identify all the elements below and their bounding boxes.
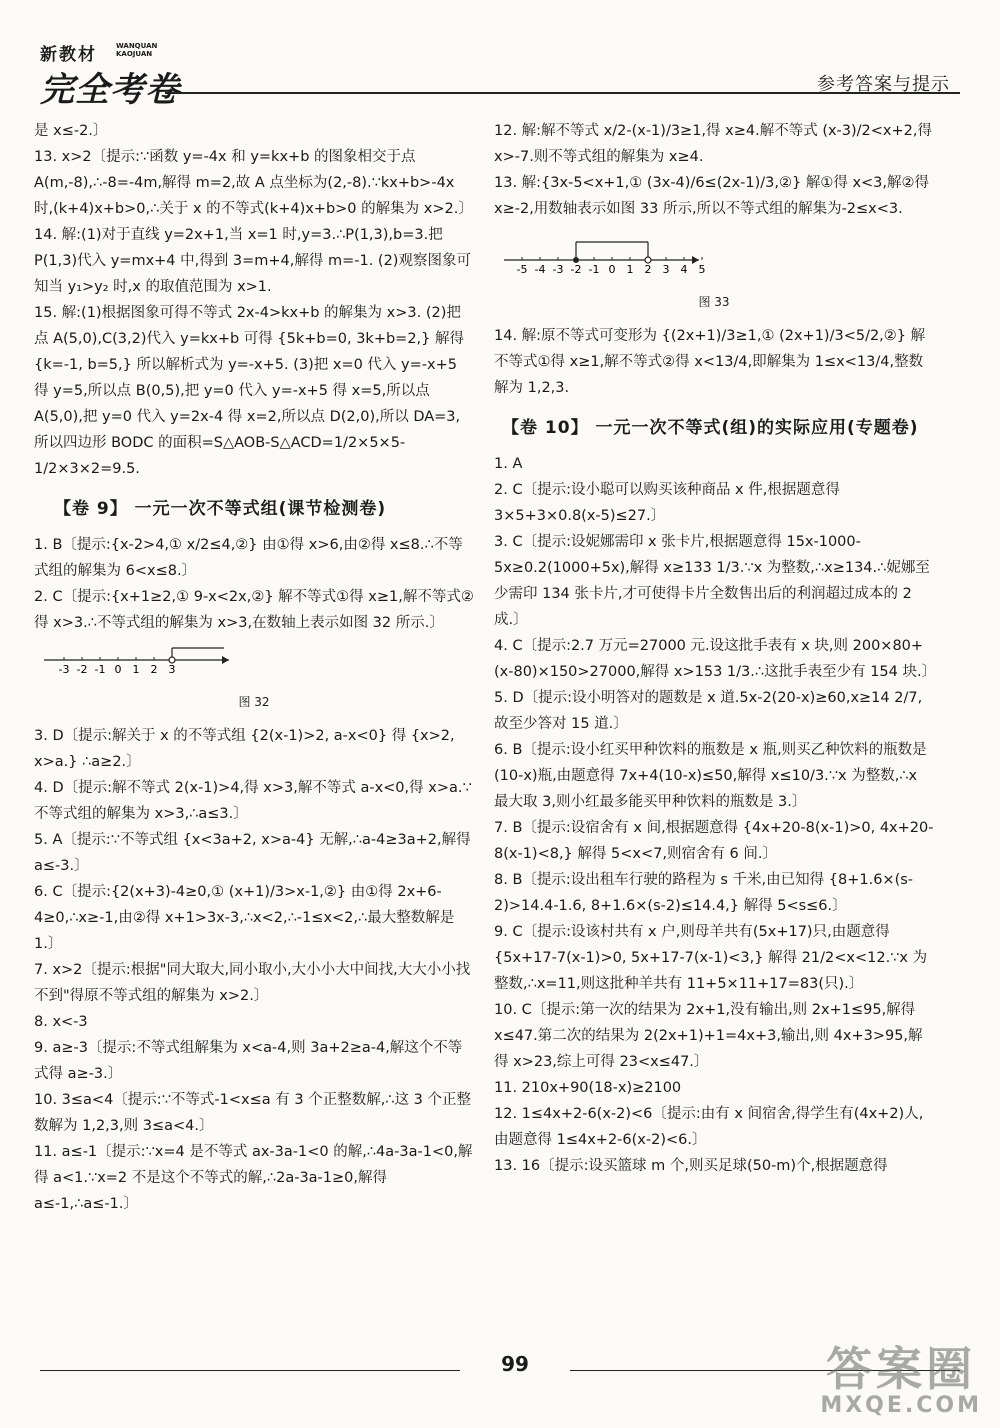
tick-label: -3 <box>58 663 70 676</box>
answer-item: 6. C〔提示:{2(x+3)-4≥0,① (x+1)/3>x-1,②} 由①得 2x+6-4≥0,∴x≥-1,由②得 x+1>3x-3,∴x<2,∴-1≤x<2,∴最大整数解是 1.〕 <box>34 884 455 952</box>
brand-english <box>116 42 157 58</box>
answer-item: 12. 解:解不等式 x/2-(x-1)/3≥1,得 x≥4.解不等式 (x-3)/2<x+2,得 x>-7.则不等式组的解集为 x≥4. <box>494 123 932 165</box>
answer-item: 8. B〔提示:设出租车行驶的路程为 s 千米,由已知得 {8+1.6×(s-2)>14.4-1.6, 8+1.6×(s-2)≤14.4,} 解得 5<s≤6.〕 <box>494 872 914 914</box>
tick-label: 1 <box>626 263 634 276</box>
tick-label: -4 <box>534 263 546 276</box>
answer-item: 5. A〔提示:∵不等式组 {x<3a+2, x>a-4} 无解,∴a-4≥3a+2,解得 a≤-3.〕 <box>34 832 471 874</box>
figure-caption: 图 32 <box>238 695 270 709</box>
page-header <box>40 40 960 110</box>
brand-logo-text: 完全考卷 <box>40 70 180 110</box>
answer-item: 2. C〔提示:{x+1≥2,① 9-x<2x,②} 解不等式①得 x≥1,解不等式②得 x>3.∴不等式组的解集为 x>3,在数轴上表示如图 32 所示.〕 <box>34 589 474 631</box>
section-heading-paper-10: 【卷 10】 一元一次不等式(组)的实际应用(专题卷) <box>502 418 919 438</box>
brand-english-line-1: WANQUAN <box>116 42 158 50</box>
tick-label: -1 <box>94 663 106 676</box>
tick-label: -5 <box>516 263 528 276</box>
answer-item: 6. B〔提示:设小红买甲种饮料的瓶数是 x 瓶,则买乙种饮料的瓶数是(10-x)瓶,由题意得 7x+4(10-x)≤50,解得 x≤10/3.∵x 为整数,∴x 最大取 3,则小红最多能买甲种饮料的瓶数是 3.〕 <box>494 742 927 810</box>
answer-item: 12. 1≤4x+2-6(x-2)<6〔提示:由有 x 间宿舍,得学生有(4x+2)人,由题意得 1≤4x+2-6(x-2)<6.〕 <box>494 1106 924 1148</box>
figure-32 <box>34 644 474 715</box>
answer-item: 8. x<-3 <box>34 1014 88 1030</box>
answer-item: 9. C〔提示:设该村共有 x 户,则母羊共有(5x+17)只,由题意得 {5x+17-7(x-1)>0, 5x+17-7(x-1)<3,} 解得 21/2<x<12.∵x 为整数,∴x=11,则这批种羊共有 11+5×11+17=83(只).〕 <box>494 924 928 992</box>
tick-label: 0 <box>608 263 616 276</box>
answer-item: 13. 解:{3x-5<x+1,① (3x-4)/6≤(2x-1)/3,②} 解①得 x<3,解②得 x≥-2,用数轴表示如图 33 所示,所以不等式组的解集为-2≤x<3. <box>494 175 930 217</box>
answer-item: 10. C〔提示:第一次的结果为 2x+1,没有输出,则 2x+1≤95,解得 x≤47.第二次的结果为 2(2x+1)+1=4x+3,输出,则 4x+3>95,解得 x>23,综上可得 23<x≤47.〕 <box>494 1002 923 1070</box>
section-title: 参考答案与提示 <box>817 74 950 95</box>
watermark-text-en: MXQE.COM <box>820 1393 982 1418</box>
answer-item: 4. C〔提示:2.7 万元=27000 元.设这批手表有 x 块,则 200×80+(x-80)×150>27000,解得 x>153 1/3.∴这批手表至少有 154 块.〕 <box>494 638 937 680</box>
answer-item: 14. 解:(1)对于直线 y=2x+1,当 x=1 时,y=3.∴P(1,3),b=3.把 P(1,3)代入 y=mx+4 中,得到 3=m+4,解得 m=-1. (2)观察图象可知当 y₁>y₂ 时,x 的取值范围为 x>1. <box>34 227 471 295</box>
answer-item: 7. B〔提示:设宿舍有 x 间,根据题意得 {4x+20-8(x-1)>0, 4x+20-8(x-1)<8,} 解得 5<x<7,则宿舍有 6 间.〕 <box>494 820 934 862</box>
tick-label: -1 <box>588 263 600 276</box>
tick-label: 1 <box>132 663 140 676</box>
answer-item: 2. C〔提示:设小聪可以购买该种商品 x 件,根据题意得 3×5+3×0.8(x-5)≤27.〕 <box>494 482 840 524</box>
watermark-text-cn: 答案圈 <box>826 1342 977 1396</box>
figure-33 <box>494 230 934 315</box>
brand-subtitle: 新教材 <box>40 45 97 65</box>
footer-divider-left <box>40 1370 460 1371</box>
tick-label: 0 <box>114 663 122 676</box>
answer-item: 15. 解:(1)根据图象可得不等式 2x-4>kx+b 的解集为 x>3. (2)把点 A(5,0),C(3,2)代入 y=kx+b 可得 {5k+b=0, 3k+b=2,} 解得 {k=-1, b=5,} 所以解析式为 y=-x+5. (3)把 x=0 代入 y=-x+5 得 y=5,所以点 B(0,5),把 y=0 代入 y=-x+5 得 x=5,所以点 A(5,0),把 y=0 代入 y=2x-4 得 x=2,所以点 D(2,0),所以 DA=3,所以四边形 BODC 的面积=S△AOB-S△ACD=1/2×5×5-1/2×3×2=9.5. <box>34 305 464 477</box>
answer-item: 11. a≤-1〔提示:∵x=4 是不等式 ax-3a-1<0 的解,∴4a-3a-1<0,解得 a<1.∵x=2 不是这个不等式的解,∴2a-3a-1≥0,解得 a≤-1,∴a≤-1.〕 <box>34 1144 473 1212</box>
right-column <box>494 118 937 1179</box>
tick-label: 2 <box>644 263 652 276</box>
answer-item: 3. C〔提示:设妮娜需印 x 张卡片,根据题意得 15x-1000-5x≥0.2(1000+5x),解得 x≥133 1/3.∵x 为整数,∴x≥134.∴妮娜至少需印 134 张卡片,才可使得卡片全数售出后的利润超过成本的 2 成.〕 <box>494 534 930 628</box>
tick-label: -2 <box>570 263 582 276</box>
answer-item: 3. D〔提示:解关于 x 的不等式组 {2(x-1)>2, a-x<0} 得 {x>2, x>a.} ∴a≥2.〕 <box>34 728 455 770</box>
answer-item: 1. B〔提示:{x-2>4,① x/2≤4,②} 由①得 x>6,由②得 x≤8.∴不等式组的解集为 6<x≤8.〕 <box>34 537 463 579</box>
answer-item: 14. 解:原不等式可变形为 {(2x+1)/3≥1,① (2x+1)/3<5/2,②} 解不等式①得 x≥1,解不等式②得 x<13/4,即解集为 1≤x<13/4,整数解为 1,2,3. <box>494 328 926 396</box>
tick-label: -2 <box>76 663 88 676</box>
answer-item: 5. D〔提示:设小明答对的题数是 x 道.5x-2(20-x)≥60,x≥14 2/7,故至少答对 15 道.〕 <box>494 690 923 732</box>
tick-label: 3 <box>168 663 176 676</box>
answer-item: 10. 3≤a<4〔提示:∵不等式-1<x≤a 有 3 个正整数解,∴这 3 个正整数解为 1,2,3,则 3≤a<4.〕 <box>34 1092 471 1134</box>
tick-label: 3 <box>662 263 670 276</box>
left-column <box>34 118 474 1217</box>
answer-item: 11. 210x+90(18-x)≥2100 <box>494 1080 682 1096</box>
figure-caption: 图 33 <box>698 295 730 309</box>
answer-item: 是 x≤-2.〕 <box>34 123 108 139</box>
answer-item: 4. D〔提示:解不等式 2(x-1)>4,得 x>3,解不等式 a-x<0,得 x>a.∵不等式组的解集为 x>3,∴a≤3.〕 <box>34 780 472 822</box>
answer-item: 7. x>2〔提示:根据"同大取大,同小取小,大小小大中间找,大大小小找不到"得原不等式组的解集为 x>2.〕 <box>34 962 471 1004</box>
watermark-logo <box>820 1333 982 1418</box>
answer-item: 13. x>2〔提示:∵函数 y=-4x 和 y=kx+b 的图象相交于点 A(m,-8),∴-8=-4m,解得 m=2,故 A 点坐标为(2,-8).∵kx+b>-4x 时,(k+4)x+b>0,∴关于 x 的不等式(k+4)x+b>0 的解集为 x>2.〕 <box>34 149 473 217</box>
tick-label: 4 <box>680 263 688 276</box>
brand-english-line-2: KAOJUAN <box>116 50 153 58</box>
tick-label: 5 <box>698 263 706 276</box>
answer-item: 9. a≥-3〔提示:不等式组解集为 x<a-4,则 3a+2≥a-4,解这个不等式得 a≥-3.〕 <box>34 1040 463 1082</box>
answer-item: 13. 16〔提示:设买篮球 m 个,则买足球(50-m)个,根据题意得 <box>494 1158 888 1174</box>
section-heading-paper-9: 【卷 9】 一元一次不等式组(课节检测卷) <box>54 499 387 519</box>
tick-label: 2 <box>150 663 158 676</box>
number-line-fig32 <box>34 644 234 680</box>
tick-label: -3 <box>552 263 564 276</box>
number-line-fig33 <box>494 230 714 280</box>
answer-item: 1. A <box>494 456 523 472</box>
page-number: 99 <box>501 1352 529 1376</box>
